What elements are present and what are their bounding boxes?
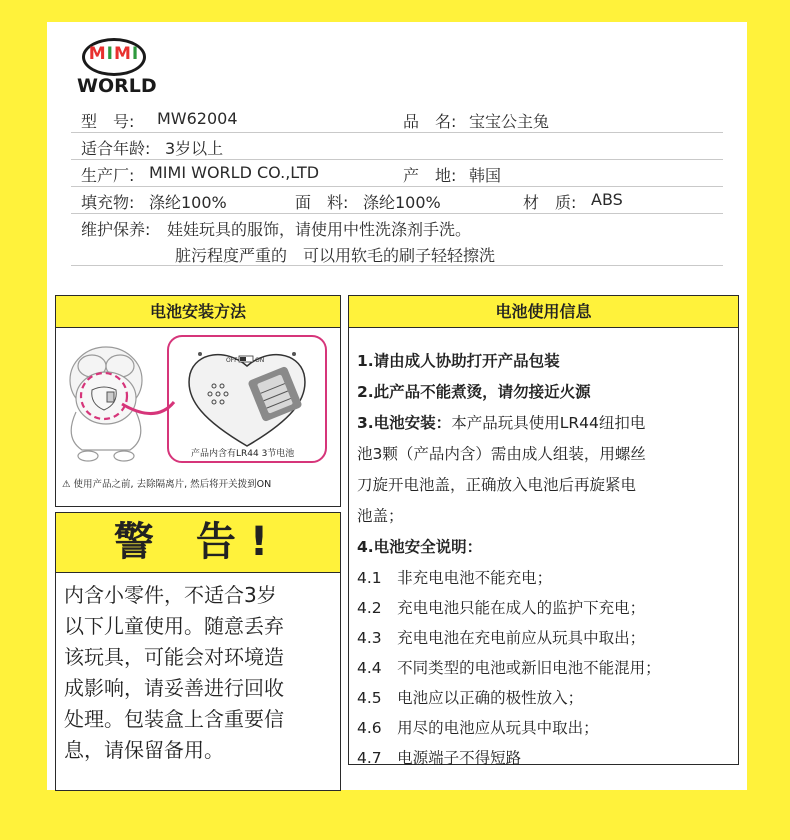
battery-info-title: 电池使用信息 [349, 296, 738, 328]
age-label: 适合年龄: [81, 139, 151, 158]
filling-value: 涤纶100% [149, 193, 227, 212]
battery-sub-item: 4.6 用尽的电池应从玩具中取出； [357, 719, 599, 737]
care-label: 维护保养: [81, 220, 151, 239]
battery-item-3-line2: 池3颗（产品内含）需由成人组装，用螺丝 [357, 445, 646, 463]
warning-line: 处理。包装盒上含重要信 [64, 707, 284, 731]
warning-box [55, 512, 341, 791]
install-title: 电池安装方法 [56, 296, 340, 328]
info-row-material [71, 187, 723, 214]
logo-mimi: MIMI [88, 44, 140, 64]
battery-item-4: 4.电池安全说明： [357, 538, 483, 556]
battery-item-2: 2.此产品不能煮烫，请勿接近火源 [357, 383, 591, 401]
battery-item-3-line1: 本产品玩具使用LR44纽扣电 [451, 414, 646, 432]
warning-line: 成影响，请妥善进行回收 [64, 676, 284, 700]
origin-label: 产 地: [403, 166, 457, 185]
fabric-value: 涤纶100% [363, 193, 441, 212]
maker-label: 生产厂: [81, 166, 135, 185]
name-label: 品 名: [403, 112, 457, 131]
model-value: MW62004 [157, 109, 238, 128]
fabric-label: 面 料: [295, 193, 349, 212]
label-card [47, 22, 747, 790]
filling-label: 填充物: [81, 193, 135, 212]
warning-line: 息，请保留备用。 [64, 738, 224, 762]
info-row-maker [71, 160, 723, 187]
battery-sub-item: 4.1 非充电电池不能充电； [357, 569, 553, 587]
battery-sub-item: 4.2 充电电池只能在成人的监护下充电； [357, 599, 646, 617]
info-row-model [71, 106, 723, 133]
battery-item-3-line4: 池盖； [357, 507, 404, 525]
battery-item-3 [357, 408, 732, 439]
install-illustration [56, 328, 342, 472]
material-value: ABS [591, 190, 623, 209]
power-switch-icon [239, 356, 253, 362]
care-line1: 娃娃玩具的服饰，请使用中性洗涤剂手洗。 [167, 220, 472, 239]
battery-info-body [349, 328, 738, 773]
battery-sub-item: 4.7 电源端子不得短路 [357, 749, 522, 767]
care-line2: 脏污程度严重的 可以用软毛的刷子轻轻擦洗 [175, 246, 496, 265]
info-row-care [71, 214, 723, 266]
battery-sub-item: 4.3 充电电池在充电前应从玩具中取出； [357, 629, 646, 647]
warning-line: 以下儿童使用。随意丢弃 [64, 614, 284, 638]
battery-sub-item: 4.4 不同类型的电池或新旧电池不能混用； [357, 659, 661, 677]
warning-text [56, 573, 340, 766]
maker-value: MIMI WORLD CO.,LTD [149, 163, 320, 182]
product-info [71, 106, 723, 266]
logo-world: WORLD [77, 75, 157, 97]
battery-item-3-line3: 刀旋开电池盖，正确放入电池后再旋紧电 [357, 476, 637, 494]
warning-line: 该玩具，可能会对环境造 [64, 645, 284, 669]
battery-item-3-head: 3.电池安装： [357, 414, 452, 432]
material-label: 材 质: [523, 193, 577, 212]
brand-logo [77, 38, 157, 100]
battery-sub-item: 4.5 电池应以正确的极性放入； [357, 689, 584, 707]
inner-caption: 产品内含有LR44 3节电池 [191, 449, 295, 459]
install-box [55, 295, 341, 507]
model-label: 型 号: [81, 112, 135, 131]
toy-sketch [70, 347, 142, 461]
battery-item-1: 1.请由成人协助打开产品包装 [357, 352, 560, 370]
age-value: 3岁以上 [165, 139, 224, 158]
info-row-age [71, 133, 723, 160]
warning-title: 警 告! [56, 513, 340, 573]
battery-info-box [348, 295, 739, 765]
name-value: 宝宝公主兔 [469, 112, 550, 131]
origin-value: 韩国 [469, 166, 502, 185]
switch-off-label: OFF [226, 357, 238, 364]
warning-line: 内含小零件，不适合3岁 [64, 583, 277, 607]
switch-on-label: ON [255, 357, 265, 364]
install-note: ⚠ 使用产品之前, 去除隔离片, 然后将开关拨到ON [62, 479, 272, 490]
